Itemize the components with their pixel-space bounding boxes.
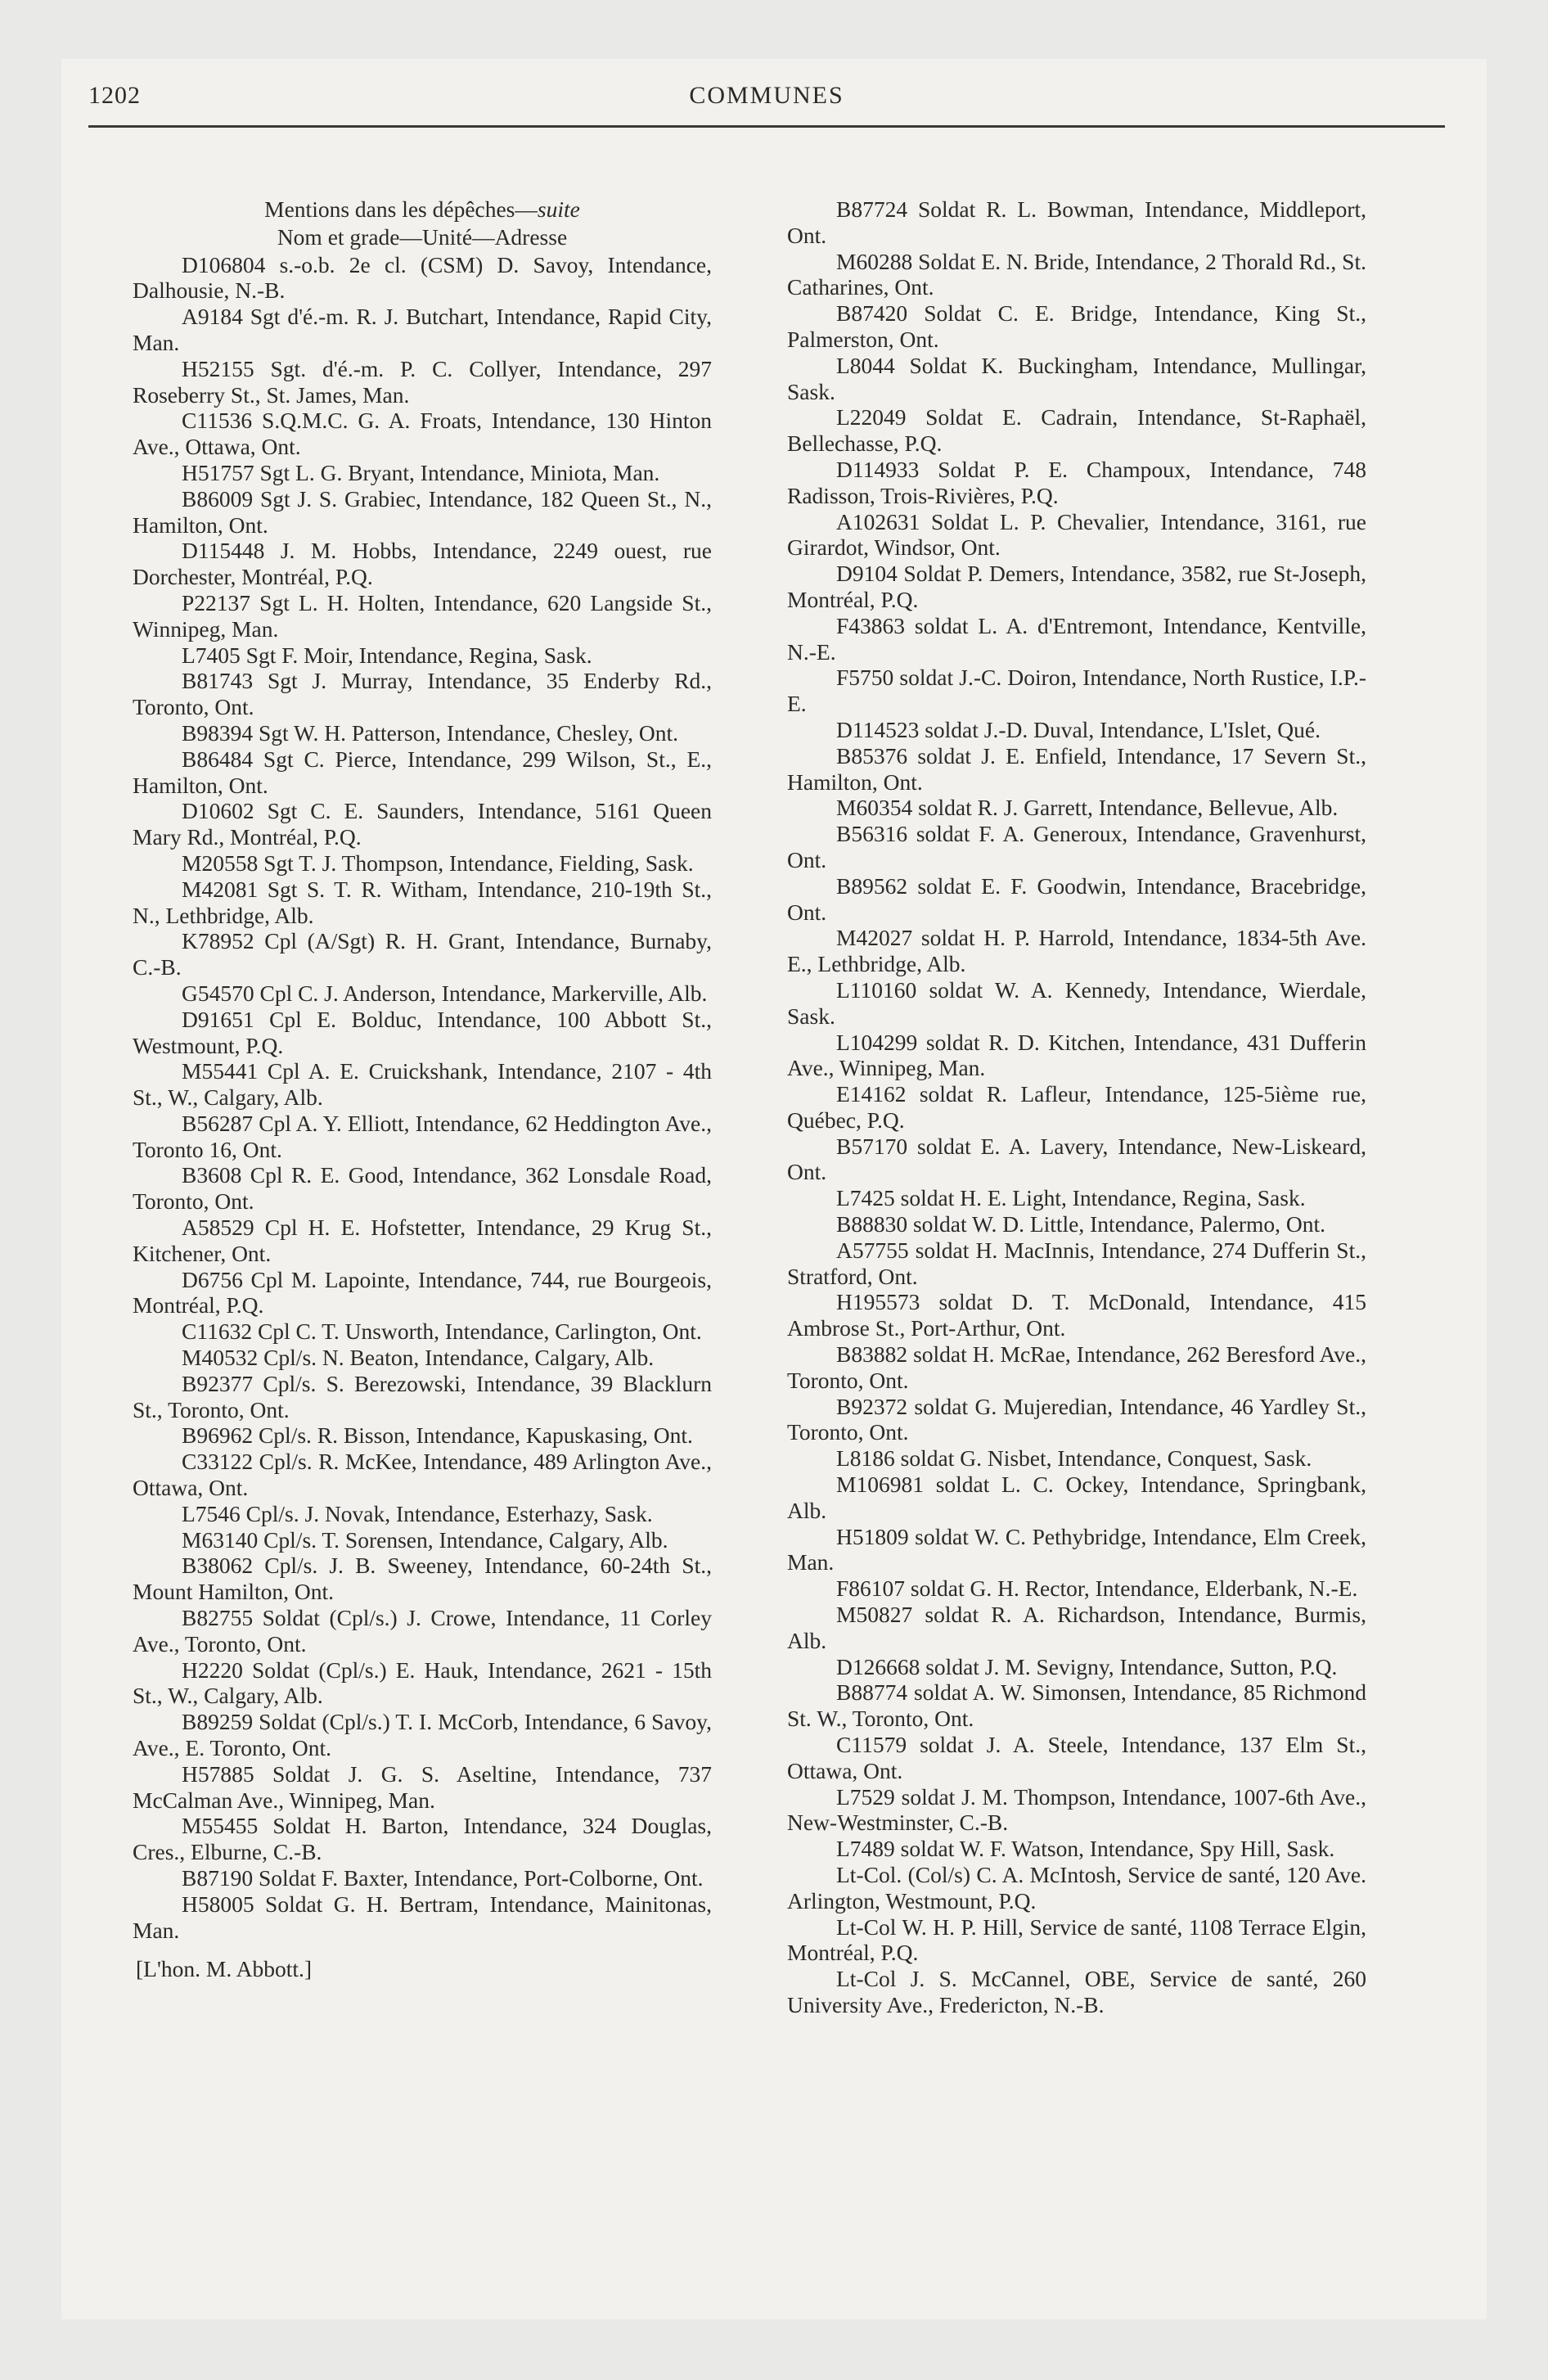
list-entry: M40532 Cpl/s. N. Beaton, Intendance, Calgary, Alb. xyxy=(182,1345,655,1371)
list-entry: M50827 soldat R. A. Richardson, Intendance, Burmis, Alb. xyxy=(787,1602,1366,1653)
list-entry: D126668 soldat J. M. Sevigny, Intendance, Sutton, P.Q. xyxy=(836,1653,1338,1679)
list-entry: B96962 Cpl/s. R. Bisson, Intendance, Kapuskasing, Ont. xyxy=(182,1422,693,1449)
list-entry: M55441 Cpl A. E. Cruickshank, Intendance, 2107 - 4th St., W., Calgary, Alb. xyxy=(133,1058,712,1111)
list-entry: C11632 Cpl C. T. Unsworth, Intendance, Carlington, Ont. xyxy=(182,1318,702,1345)
list-entry: A58529 Cpl H. E. Hofstetter, Intendance, 29 Krug St., Kitchener, Ont. xyxy=(133,1215,712,1266)
section-heading-suffix: suite xyxy=(537,196,580,222)
section-heading-text: Mentions dans les dépêches— xyxy=(264,196,538,222)
list-entry: C33122 Cpl/s. R. McKee, Intendance, 489 Arlington Ave., Ottawa, Ont. xyxy=(133,1449,712,1501)
list-entry: H195573 soldat D. T. McDonald, Intendance, 415 Ambrose St., Port-Arthur, Ont. xyxy=(787,1289,1366,1341)
list-entry: A57755 soldat H. MacInnis, Intendance, 274 Dufferin St., Stratford, Ont. xyxy=(787,1237,1366,1289)
left-entry-list xyxy=(133,252,712,1944)
list-entry: B87420 Soldat C. E. Bridge, Intendance, King St., Palmerston, Ont. xyxy=(787,300,1366,352)
list-entry: B86484 Sgt C. Pierce, Intendance, 299 Wilson, St., E., Hamilton, Ont. xyxy=(133,746,712,798)
left-column xyxy=(133,196,712,1982)
list-entry: B87190 Soldat F. Baxter, Intendance, Port-Colborne, Ont. xyxy=(182,1865,704,1891)
list-entry: H52155 Sgt. d'é.-m. P. C. Collyer, Intendance, 297 Roseberry St., St. James, Man. xyxy=(133,355,712,408)
section-heading xyxy=(133,196,712,223)
list-entry: H2220 Soldat (Cpl/s.) E. Hauk, Intendance, 2621 - 15th St., W., Calgary, Alb. xyxy=(133,1657,712,1709)
list-entry: M42027 soldat H. P. Harrold, Intendance, 1834-5th Ave. E., Lethbridge, Alb. xyxy=(787,925,1366,977)
list-entry: G54570 Cpl C. J. Anderson, Intendance, Markerville, Alb. xyxy=(182,980,708,1006)
list-entry: D6756 Cpl M. Lapointe, Intendance, 744, rue Bourgeois, Montréal, P.Q. xyxy=(133,1266,712,1318)
list-entry: B57170 soldat E. A. Lavery, Intendance, New-Liskeard, Ont. xyxy=(787,1133,1366,1185)
list-entry: Lt-Col J. S. McCannel, OBE, Service de santé, 260 University Ave., Fredericton, N.-B. xyxy=(787,1966,1366,2017)
list-entry: M60288 Soldat E. N. Bride, Intendance, 2 Thorald Rd., St. Catharines, Ont. xyxy=(787,248,1366,300)
list-entry: C11579 soldat J. A. Steele, Intendance, 137 Elm St., Ottawa, Ont. xyxy=(787,1732,1366,1783)
running-title: COMMUNES xyxy=(689,82,844,109)
list-entry: L8044 Soldat K. Buckingham, Intendance, Mullingar, Sask. xyxy=(787,352,1366,404)
list-entry: M55455 Soldat H. Barton, Intendance, 324 Douglas, Cres., Elburne, C.-B. xyxy=(133,1813,712,1865)
list-entry: L7529 soldat J. M. Thompson, Intendance, 1007-6th Ave., New-Westminster, C.-B. xyxy=(787,1783,1366,1836)
list-entry: H51757 Sgt L. G. Bryant, Intendance, Miniota, Man. xyxy=(182,459,660,485)
list-entry: M42081 Sgt S. T. R. Witham, Intendance, 210-19th St., N., Lethbridge, Alb. xyxy=(133,876,712,928)
list-entry: D115448 J. M. Hobbs, Intendance, 2249 ouest, rue Dorchester, Montréal, P.Q. xyxy=(133,538,712,590)
list-entry: M106981 soldat L. C. Ockey, Intendance, Springbank, Alb. xyxy=(787,1472,1366,1523)
list-entry: D91651 Cpl E. Bolduc, Intendance, 100 Abbott St., Westmount, P.Q. xyxy=(133,1006,712,1058)
list-entry: D10602 Sgt C. E. Saunders, Intendance, 5161 Queen Mary Rd., Montréal, P.Q. xyxy=(133,798,712,850)
list-entry: L7425 soldat H. E. Light, Intendance, Regina, Sask. xyxy=(836,1185,1306,1211)
list-entry: F5750 soldat J.-C. Doiron, Intendance, North Rustice, I.P.-E. xyxy=(787,665,1366,717)
list-entry: L7405 Sgt F. Moir, Intendance, Regina, Sask. xyxy=(182,642,592,668)
list-entry: B88830 soldat W. D. Little, Intendance, Palermo, Ont. xyxy=(836,1211,1326,1237)
list-entry: H57885 Soldat J. G. S. Aseltine, Intendance, 737 McCalman Ave., Winnipeg, Man. xyxy=(133,1760,712,1813)
list-entry: B92372 soldat G. Mujeredian, Intendance, 46 Yardley St., Toronto, Ont. xyxy=(787,1393,1366,1445)
list-entry: B82755 Soldat (Cpl/s.) J. Crowe, Intendance, 11 Corley Ave., Toronto, Ont. xyxy=(133,1605,712,1657)
list-entry: P22137 Sgt L. H. Holten, Intendance, 620 Langside St., Winnipeg, Man. xyxy=(133,589,712,642)
list-entry: M60354 soldat R. J. Garrett, Intendance, Bellevue, Alb. xyxy=(836,795,1339,821)
list-entry: B81743 Sgt J. Murray, Intendance, 35 Enderby Rd., Toronto, Ont. xyxy=(133,668,712,720)
list-entry: C11536 S.Q.M.C. G. A. Froats, Intendance, 130 Hinton Ave., Ottawa, Ont. xyxy=(133,408,712,460)
list-entry: B98394 Sgt W. H. Patterson, Intendance, Chesley, Ont. xyxy=(182,719,678,746)
list-entry: B85376 soldat J. E. Enfield, Intendance, 17 Severn St., Hamilton, Ont. xyxy=(787,742,1366,795)
list-entry: B89259 Soldat (Cpl/s.) T. I. McCorb, Intendance, 6 Savoy, Ave., E. Toronto, Ont. xyxy=(133,1709,712,1761)
right-column xyxy=(787,196,1366,2018)
list-entry: L8186 soldat G. Nisbet, Intendance, Conquest, Sask. xyxy=(836,1445,1312,1472)
list-entry: Lt-Col. (Col/s) C. A. McIntosh, Service de santé, 120 Ave. Arlington, Westmount, P.Q. xyxy=(787,1862,1366,1913)
list-entry: B83882 soldat H. McRae, Intendance, 262 Beresford Ave., Toronto, Ont. xyxy=(787,1341,1366,1393)
signature: [L'hon. M. Abbott.] xyxy=(136,1956,313,1982)
right-entry-list xyxy=(787,196,1366,2018)
list-entry: L7489 soldat W. F. Watson, Intendance, Spy Hill, Sask. xyxy=(836,1836,1335,1862)
list-entry: Lt-Col W. H. P. Hill, Service de santé, 1108 Terrace Elgin, Montréal, P.Q. xyxy=(787,1913,1366,1966)
column-heading: Nom et grade—Unité—Adresse xyxy=(277,223,568,250)
list-entry: H51809 soldat W. C. Pethybridge, Intendance, Elm Creek, Man. xyxy=(787,1523,1366,1575)
list-entry: B56287 Cpl A. Y. Elliott, Intendance, 62 Heddington Ave., Toronto 16, Ont. xyxy=(133,1110,712,1162)
list-entry: B38062 Cpl/s. J. B. Sweeney, Intendance, 60-24th St., Mount Hamilton, Ont. xyxy=(133,1553,712,1605)
header-rule xyxy=(88,125,1445,128)
list-entry: L22049 Soldat E. Cadrain, Intendance, St-Raphaël, Bellechasse, P.Q. xyxy=(787,404,1366,457)
page-header xyxy=(88,82,1445,131)
list-entry: A9184 Sgt d'é.-m. R. J. Butchart, Intendance, Rapid City, Man. xyxy=(133,304,712,355)
list-entry: L7546 Cpl/s. J. Novak, Intendance, Esterhazy, Sask. xyxy=(182,1500,653,1526)
list-entry: D114523 soldat J.-D. Duval, Intendance, L'Islet, Qué. xyxy=(836,716,1321,742)
list-entry: D106804 s.-o.b. 2e cl. (CSM) D. Savoy, Intendance, Dalhousie, N.-B. xyxy=(133,251,712,304)
list-entry: B56316 soldat F. A. Generoux, Intendance, Gravenhurst, Ont. xyxy=(787,821,1366,872)
list-entry: K78952 Cpl (A/Sgt) R. H. Grant, Intendance, Burnaby, C.-B. xyxy=(133,928,712,980)
list-entry: D9104 Soldat P. Demers, Intendance, 3582, rue St-Joseph, Montréal, P.Q. xyxy=(787,561,1366,612)
list-entry: E14162 soldat R. Lafleur, Intendance, 125-5ième rue, Québec, P.Q. xyxy=(787,1081,1366,1133)
list-entry: B87724 Soldat R. L. Bowman, Intendance, Middleport, Ont. xyxy=(787,196,1366,248)
list-entry: D114933 Soldat P. E. Champoux, Intendance, 748 Radisson, Trois-Rivières, P.Q. xyxy=(787,456,1366,508)
list-entry: H58005 Soldat G. H. Bertram, Intendance, Mainitonas, Man. xyxy=(133,1891,712,1943)
list-entry: L104299 soldat R. D. Kitchen, Intendance, 431 Dufferin Ave., Winnipeg, Man. xyxy=(787,1029,1366,1081)
list-entry: B92377 Cpl/s. S. Berezowski, Intendance, 39 Blacklurn St., Toronto, Ont. xyxy=(133,1370,712,1422)
list-entry: F86107 soldat G. H. Rector, Intendance, Elderbank, N.-E. xyxy=(836,1575,1358,1602)
list-entry: M63140 Cpl/s. T. Sorensen, Intendance, Calgary, Alb. xyxy=(182,1526,668,1553)
list-entry: M20558 Sgt T. J. Thompson, Intendance, Fielding, Sask. xyxy=(182,850,694,876)
list-entry: B3608 Cpl R. E. Good, Intendance, 362 Lonsdale Road, Toronto, Ont. xyxy=(133,1162,712,1215)
list-entry: B86009 Sgt J. S. Grabiec, Intendance, 182 Queen St., N., Hamilton, Ont. xyxy=(133,485,712,538)
list-entry: B88774 soldat A. W. Simonsen, Intendance, 85 Richmond St. W., Toronto, Ont. xyxy=(787,1679,1366,1732)
list-entry: L110160 soldat W. A. Kennedy, Intendance, Wierdale, Sask. xyxy=(787,976,1366,1029)
list-entry: A102631 Soldat L. P. Chevalier, Intendance, 3161, rue Girardot, Windsor, Ont. xyxy=(787,508,1366,561)
list-entry: B89562 soldat E. F. Goodwin, Intendance, Bracebridge, Ont. xyxy=(787,872,1366,925)
list-entry: F43863 soldat L. A. d'Entremont, Intendance, Kentville, N.-E. xyxy=(787,612,1366,665)
page-number: 1202 xyxy=(88,82,141,109)
